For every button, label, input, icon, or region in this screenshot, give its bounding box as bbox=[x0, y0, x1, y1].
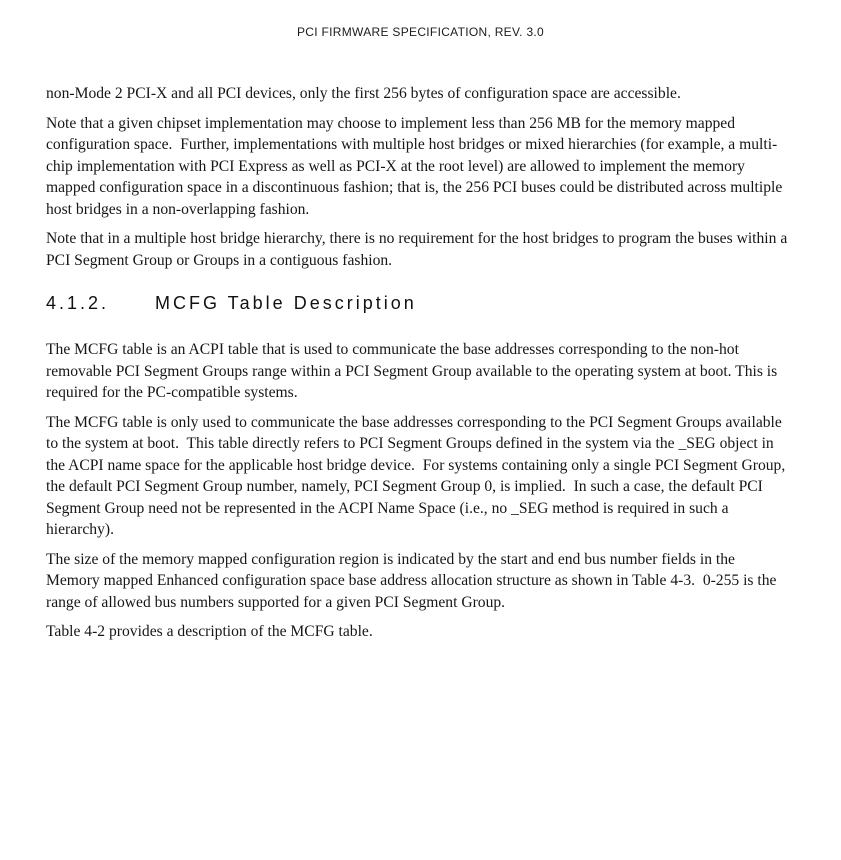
document-body bbox=[46, 83, 791, 643]
section-title: MCFG Table Description bbox=[155, 293, 417, 313]
paragraph-host-bridge-note: Note that in a multiple host bridge hierarchy, there is no requirement for the host bridges to program the buses within a PCI Segment Group or Groups in a contiguous fashion. bbox=[46, 230, 792, 269]
section-heading bbox=[46, 291, 791, 315]
paragraph-mcfg-acpi: The MCFG table is an ACPI table that is used to communicate the base addresses corresponding to the non-hot removable PCI Segment Groups range within a PCI Segment Group available to the operating system at boot. This is required for the PC-compatible systems. bbox=[46, 341, 782, 401]
paragraph-chipset-note: Note that a given chipset implementation may choose to implement less than 256 MB for the memory mapped configuration space. Further, implementations with multiple host bridges or mixed hierarchies (for example, a multi-chip implementation with PCI Express as well as PCI-X at the root level) are allowed to implement the memory mapped configuration space in a discontinuous fashion; that is, the 256 PCI buses could be distributed across multiple host bridges in a non-overlapping fashion. bbox=[46, 114, 787, 218]
paragraph-mcfg-usage: The MCFG table is only used to communicate the base addresses corresponding to the PCI Segment Groups available to the system at boot. This table directly refers to PCI Segment Groups defined in the system via the _SEG object in the ACPI name space for the applicable host bridge device. For systems containing only a single PCI Segment Group, the default PCI Segment Group number, namely, PCI Segment Group 0, is implied. In such a case, the default PCI Segment Group need not be represented in the ACPI Name Space (i.e., no _SEG method is required in such a hierarchy). bbox=[46, 413, 790, 538]
paragraph-accessible: non-Mode 2 PCI-X and all PCI devices, only the first 256 bytes of configuration space are accessible. bbox=[46, 85, 681, 102]
paragraph-table-ref: Table 4-2 provides a description of the MCFG table. bbox=[46, 623, 373, 640]
section-number: 4.1.2. bbox=[46, 293, 110, 313]
page-header bbox=[0, 0, 841, 39]
paragraph-region-size: The size of the memory mapped configuration region is indicated by the start and end bus number fields in the Memory mapped Enhanced configuration space base address allocation structure as shown in Table 4-3. 0-255 is the range of allowed bus numbers supported for a given PCI Segment Group. bbox=[46, 550, 781, 611]
running-header-title: PCI FIRMWARE SPECIFICATION, REV. 3.0 bbox=[296, 25, 545, 39]
